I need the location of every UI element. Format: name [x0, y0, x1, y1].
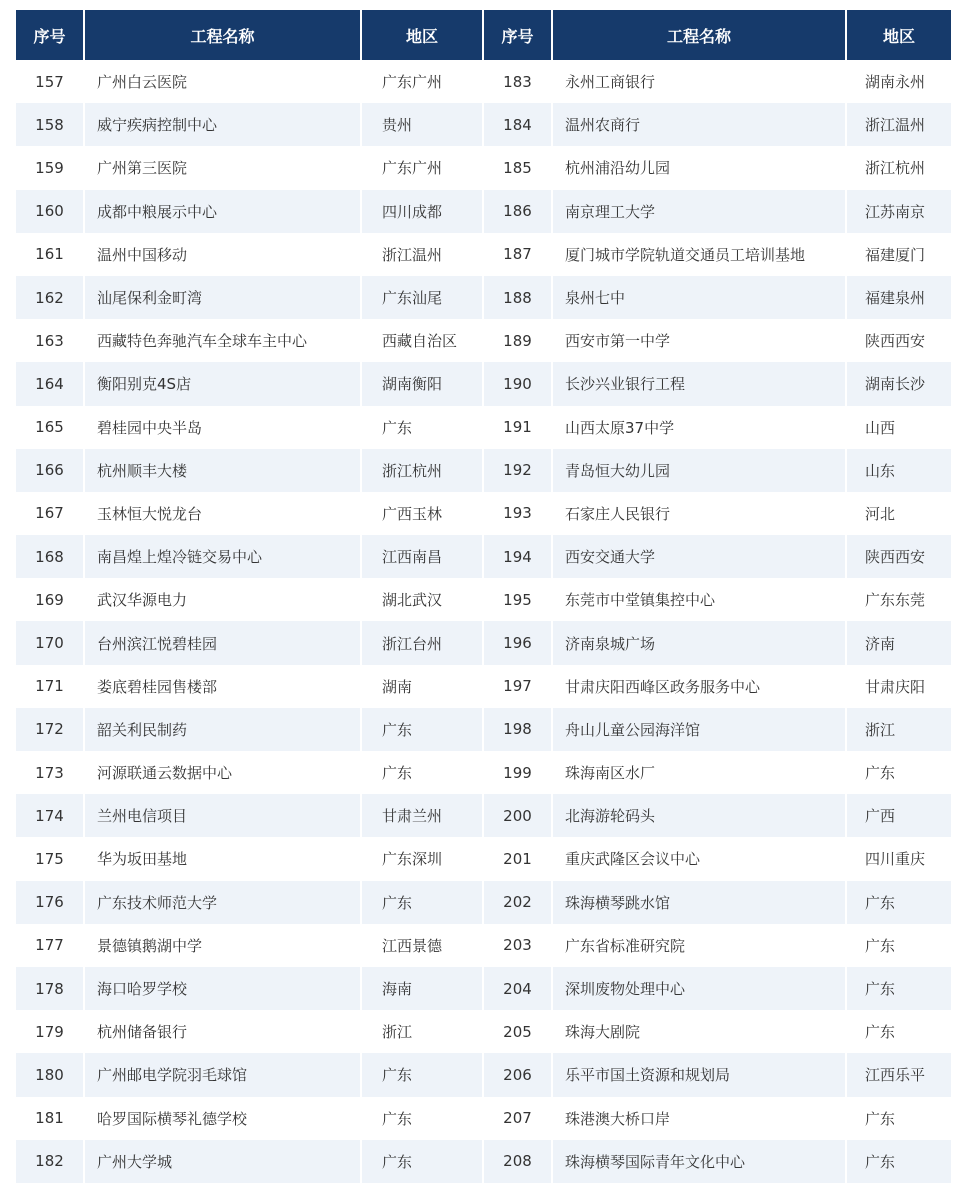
table-row	[16, 708, 951, 751]
region-cell: 湖南永州	[847, 60, 951, 103]
index-cell: 193	[484, 492, 551, 535]
index-cell: 208	[484, 1140, 551, 1183]
region-cell: 广东广州	[362, 60, 482, 103]
index-cell: 206	[484, 1053, 551, 1096]
region-cell: 浙江台州	[362, 621, 482, 664]
index-cell: 200	[484, 794, 551, 837]
region-cell: 浙江温州	[362, 233, 482, 276]
project-name-cell: 广州大学城	[85, 1140, 360, 1183]
region-cell: 四川重庆	[847, 837, 951, 880]
project-name-cell: 西安市第一中学	[553, 319, 845, 362]
index-cell: 181	[16, 1097, 83, 1140]
region-cell: 广东	[362, 708, 482, 751]
table-row	[16, 103, 951, 146]
table-row	[16, 1010, 951, 1053]
project-name-cell: 青岛恒大幼儿园	[553, 449, 845, 492]
table-row	[16, 535, 951, 578]
table-row	[16, 751, 951, 794]
index-cell: 203	[484, 924, 551, 967]
region-cell: 广东	[847, 1010, 951, 1053]
project-name-cell: 泉州七中	[553, 276, 845, 319]
index-cell: 185	[484, 146, 551, 189]
region-cell: 湖南衡阳	[362, 362, 482, 405]
project-name-cell: 武汉华源电力	[85, 578, 360, 621]
table-row	[16, 146, 951, 189]
region-cell: 河北	[847, 492, 951, 535]
table-row	[16, 60, 951, 103]
project-name-cell: 威宁疾病控制中心	[85, 103, 360, 146]
region-cell: 广西	[847, 794, 951, 837]
table-row	[16, 233, 951, 276]
project-name-cell: 广东技术师范大学	[85, 881, 360, 924]
index-cell: 175	[16, 837, 83, 880]
project-name-cell: 永州工商银行	[553, 60, 845, 103]
region-cell: 广东	[362, 406, 482, 449]
project-name-cell: 舟山儿童公园海洋馆	[553, 708, 845, 751]
project-name-cell: 广东省标准研究院	[553, 924, 845, 967]
index-cell: 173	[16, 751, 83, 794]
index-cell: 199	[484, 751, 551, 794]
index-cell: 162	[16, 276, 83, 319]
index-cell: 184	[484, 103, 551, 146]
table-row	[16, 1097, 951, 1140]
project-name-cell: 北海游轮码头	[553, 794, 845, 837]
project-name-cell: 杭州顺丰大楼	[85, 449, 360, 492]
index-cell: 194	[484, 535, 551, 578]
table-row	[16, 665, 951, 708]
project-name-cell: 广州邮电学院羽毛球馆	[85, 1053, 360, 1096]
project-name-cell: 衡阳别克4S店	[85, 362, 360, 405]
project-name-cell: 南京理工大学	[553, 190, 845, 233]
region-cell: 浙江温州	[847, 103, 951, 146]
table-row	[16, 362, 951, 405]
region-cell: 贵州	[362, 103, 482, 146]
table-row	[16, 1053, 951, 1096]
project-name-cell: 西藏特色奔驰汽车全球车主中心	[85, 319, 360, 362]
project-name-cell: 山西太原37中学	[553, 406, 845, 449]
project-name-cell: 深圳废物处理中心	[553, 967, 845, 1010]
region-cell: 广东	[362, 1140, 482, 1183]
table-header-row	[16, 10, 951, 60]
region-cell: 西藏自治区	[362, 319, 482, 362]
region-cell: 广东	[847, 881, 951, 924]
project-name-cell: 华为坂田基地	[85, 837, 360, 880]
index-cell: 186	[484, 190, 551, 233]
project-name-cell: 济南泉城广场	[553, 621, 845, 664]
index-cell: 171	[16, 665, 83, 708]
table-row	[16, 794, 951, 837]
table-row	[16, 449, 951, 492]
project-name-cell: 韶关利民制药	[85, 708, 360, 751]
index-cell: 178	[16, 967, 83, 1010]
project-name-cell: 东莞市中堂镇集控中心	[553, 578, 845, 621]
index-cell: 167	[16, 492, 83, 535]
project-name-cell: 杭州储备银行	[85, 1010, 360, 1053]
index-cell: 204	[484, 967, 551, 1010]
index-cell: 190	[484, 362, 551, 405]
index-cell: 163	[16, 319, 83, 362]
project-name-cell: 厦门城市学院轨道交通员工培训基地	[553, 233, 845, 276]
project-name-cell: 重庆武隆区会议中心	[553, 837, 845, 880]
index-cell: 180	[16, 1053, 83, 1096]
project-name-cell: 玉林恒大悦龙台	[85, 492, 360, 535]
table-row	[16, 881, 951, 924]
index-cell: 165	[16, 406, 83, 449]
table-row	[16, 578, 951, 621]
project-name-cell: 珠海大剧院	[553, 1010, 845, 1053]
region-cell: 广东	[847, 967, 951, 1010]
index-cell: 196	[484, 621, 551, 664]
index-cell: 160	[16, 190, 83, 233]
index-cell: 197	[484, 665, 551, 708]
region-cell: 浙江杭州	[362, 449, 482, 492]
region-cell: 海南	[362, 967, 482, 1010]
table-row	[16, 190, 951, 233]
region-cell: 福建厦门	[847, 233, 951, 276]
region-cell: 湖南	[362, 665, 482, 708]
header-project-name-left: 工程名称	[85, 10, 360, 60]
index-cell: 198	[484, 708, 551, 751]
index-cell: 159	[16, 146, 83, 189]
table-row	[16, 319, 951, 362]
region-cell: 浙江	[847, 708, 951, 751]
index-cell: 168	[16, 535, 83, 578]
index-cell: 202	[484, 881, 551, 924]
region-cell: 湖北武汉	[362, 578, 482, 621]
project-name-cell: 温州中国移动	[85, 233, 360, 276]
region-cell: 甘肃庆阳	[847, 665, 951, 708]
table-row	[16, 924, 951, 967]
project-name-cell: 汕尾保利金町湾	[85, 276, 360, 319]
region-cell: 广东东莞	[847, 578, 951, 621]
region-cell: 广东	[847, 751, 951, 794]
index-cell: 177	[16, 924, 83, 967]
project-table	[14, 10, 953, 1183]
index-cell: 170	[16, 621, 83, 664]
index-cell: 157	[16, 60, 83, 103]
index-cell: 179	[16, 1010, 83, 1053]
header-project-name-right: 工程名称	[553, 10, 845, 60]
project-name-cell: 南昌煌上煌冷链交易中心	[85, 535, 360, 578]
project-name-cell: 珠海南区水厂	[553, 751, 845, 794]
index-cell: 182	[16, 1140, 83, 1183]
region-cell: 浙江	[362, 1010, 482, 1053]
region-cell: 甘肃兰州	[362, 794, 482, 837]
region-cell: 广东	[362, 1053, 482, 1096]
index-cell: 169	[16, 578, 83, 621]
index-cell: 174	[16, 794, 83, 837]
project-name-cell: 乐平市国土资源和规划局	[553, 1053, 845, 1096]
table-row	[16, 276, 951, 319]
header-region-right: 地区	[847, 10, 951, 60]
region-cell: 浙江杭州	[847, 146, 951, 189]
region-cell: 广东广州	[362, 146, 482, 189]
project-name-cell: 西安交通大学	[553, 535, 845, 578]
region-cell: 广东	[362, 881, 482, 924]
project-name-cell: 兰州电信项目	[85, 794, 360, 837]
region-cell: 广东深圳	[362, 837, 482, 880]
region-cell: 广东	[847, 1140, 951, 1183]
index-cell: 191	[484, 406, 551, 449]
region-cell: 福建泉州	[847, 276, 951, 319]
project-name-cell: 景德镇鹅湖中学	[85, 924, 360, 967]
region-cell: 广东汕尾	[362, 276, 482, 319]
region-cell: 陕西西安	[847, 319, 951, 362]
index-cell: 189	[484, 319, 551, 362]
region-cell: 济南	[847, 621, 951, 664]
index-cell: 192	[484, 449, 551, 492]
project-name-cell: 珠海横琴国际青年文化中心	[553, 1140, 845, 1183]
table-row	[16, 492, 951, 535]
project-name-cell: 广州第三医院	[85, 146, 360, 189]
index-cell: 161	[16, 233, 83, 276]
project-name-cell: 台州滨江悦碧桂园	[85, 621, 360, 664]
project-name-cell: 成都中粮展示中心	[85, 190, 360, 233]
project-name-cell: 哈罗国际横琴礼德学校	[85, 1097, 360, 1140]
table-row	[16, 837, 951, 880]
region-cell: 广东	[362, 1097, 482, 1140]
project-name-cell: 珠港澳大桥口岸	[553, 1097, 845, 1140]
region-cell: 广西玉林	[362, 492, 482, 535]
index-cell: 183	[484, 60, 551, 103]
project-name-cell: 广州白云医院	[85, 60, 360, 103]
region-cell: 广东	[847, 924, 951, 967]
table-body	[16, 60, 951, 1183]
region-cell: 江苏南京	[847, 190, 951, 233]
table-row	[16, 967, 951, 1010]
table-row	[16, 406, 951, 449]
index-cell: 205	[484, 1010, 551, 1053]
project-name-cell: 甘肃庆阳西峰区政务服务中心	[553, 665, 845, 708]
project-name-cell: 石家庄人民银行	[553, 492, 845, 535]
index-cell: 166	[16, 449, 83, 492]
region-cell: 山东	[847, 449, 951, 492]
header-region-left: 地区	[362, 10, 482, 60]
index-cell: 176	[16, 881, 83, 924]
project-name-cell: 珠海横琴跳水馆	[553, 881, 845, 924]
region-cell: 广东	[847, 1097, 951, 1140]
index-cell: 172	[16, 708, 83, 751]
region-cell: 四川成都	[362, 190, 482, 233]
region-cell: 江西乐平	[847, 1053, 951, 1096]
project-name-cell: 杭州浦沿幼儿园	[553, 146, 845, 189]
region-cell: 江西景德	[362, 924, 482, 967]
header-index-left: 序号	[16, 10, 83, 60]
region-cell: 湖南长沙	[847, 362, 951, 405]
project-name-cell: 河源联通云数据中心	[85, 751, 360, 794]
region-cell: 江西南昌	[362, 535, 482, 578]
index-cell: 158	[16, 103, 83, 146]
region-cell: 陕西西安	[847, 535, 951, 578]
table-row	[16, 1140, 951, 1183]
index-cell: 207	[484, 1097, 551, 1140]
region-cell: 广东	[362, 751, 482, 794]
project-name-cell: 长沙兴业银行工程	[553, 362, 845, 405]
region-cell: 山西	[847, 406, 951, 449]
project-name-cell: 娄底碧桂园售楼部	[85, 665, 360, 708]
index-cell: 188	[484, 276, 551, 319]
header-index-right: 序号	[484, 10, 551, 60]
project-name-cell: 温州农商行	[553, 103, 845, 146]
table-row	[16, 621, 951, 664]
index-cell: 201	[484, 837, 551, 880]
index-cell: 164	[16, 362, 83, 405]
project-name-cell: 碧桂园中央半岛	[85, 406, 360, 449]
index-cell: 195	[484, 578, 551, 621]
project-name-cell: 海口哈罗学校	[85, 967, 360, 1010]
index-cell: 187	[484, 233, 551, 276]
